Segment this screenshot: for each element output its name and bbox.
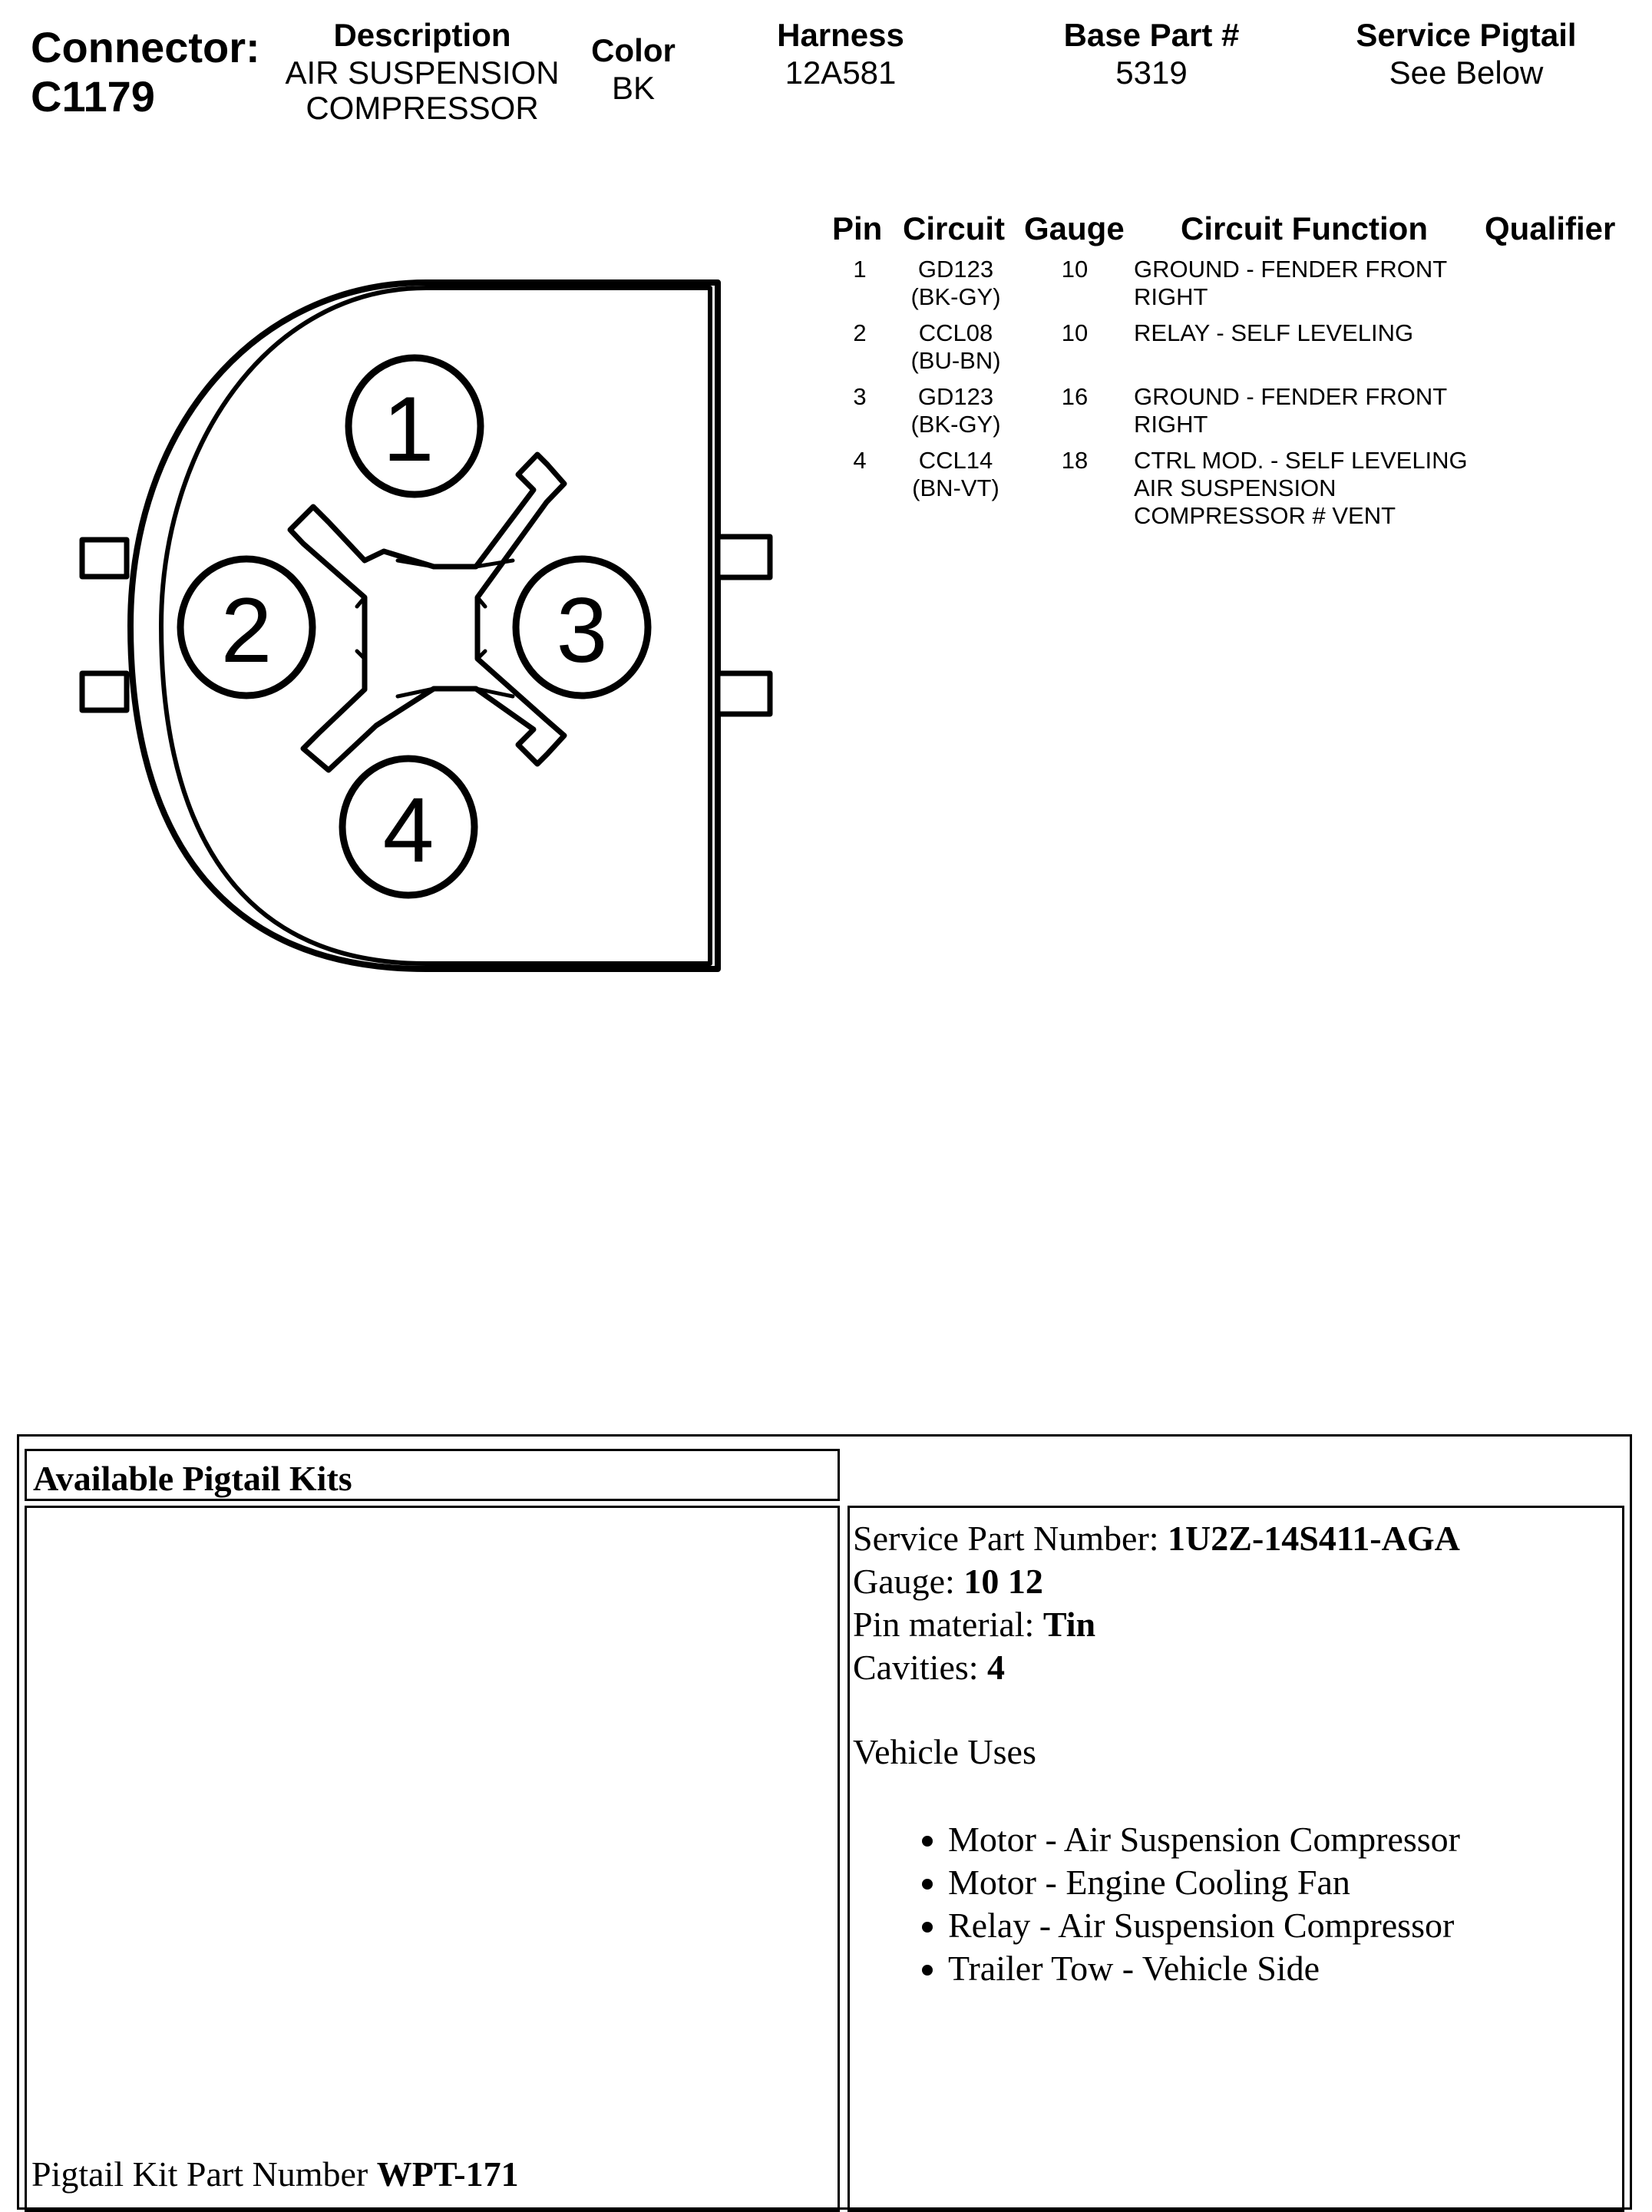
function-line: GROUND - FENDER FRONT [1134, 256, 1448, 283]
pin-material-line [853, 1603, 1622, 1646]
gauge: 18 [1061, 447, 1089, 474]
circuit-function [1134, 383, 1487, 438]
list-item: • Motor - Air Suspension Compressor [948, 1818, 1622, 1861]
gauge-line [853, 1560, 1622, 1603]
service-pigtail-column [1313, 15, 1620, 91]
description-line-2: COMPRESSOR [306, 90, 539, 126]
cavities-line [853, 1646, 1622, 1689]
cavities-value: 4 [987, 1648, 1006, 1687]
pin-number: 3 [853, 383, 867, 410]
circuit-function [1134, 256, 1487, 311]
gauge: 16 [1061, 383, 1089, 410]
function-line: CTRL MOD. - SELF LEVELING [1134, 447, 1468, 474]
pigtail-image-cell [25, 1506, 840, 2212]
description-line-1: AIR SUSPENSION [285, 55, 560, 91]
pin-material-value: Tin [1042, 1605, 1096, 1644]
wire-color: (BK-GY) [910, 411, 1001, 438]
pin-number: 2 [853, 319, 867, 346]
center-cross-key [290, 455, 564, 770]
base-part-column [1029, 15, 1274, 91]
left-latch-tab-lower [82, 673, 127, 710]
service-pigtail-title: Service Pigtail [1356, 17, 1577, 53]
service-part-label: Service Part Number: [853, 1519, 1168, 1558]
list-item: • Trailer Tow - Vehicle Side [948, 1947, 1622, 1990]
pin-number: 1 [853, 256, 867, 283]
connector-face-diagram [0, 0, 844, 998]
circuit-code [890, 256, 1021, 311]
pin-number: 4 [853, 447, 867, 474]
pin-label-2: 2 [220, 579, 273, 682]
function-line: COMPRESSOR # VENT [1134, 502, 1396, 529]
wire-color: (BU-BN) [910, 347, 1001, 374]
base-part-value: 5319 [1115, 55, 1188, 91]
list-item: • Relay - Air Suspension Compressor [948, 1904, 1622, 1947]
pin-material-label: Pin material: [853, 1605, 1043, 1644]
function-line: GROUND - FENDER FRONT [1134, 383, 1448, 410]
kit-part-value: WPT-171 [376, 2154, 519, 2194]
gauge: 10 [1061, 256, 1089, 283]
pigtail-kit-part-number [31, 2153, 519, 2196]
vehicle-uses-label: Vehicle Uses [853, 1732, 1036, 1771]
right-latch-tab-lower [718, 673, 770, 714]
right-latch-tab-upper [718, 537, 770, 577]
pin-table-header-gauge: Gauge [1024, 210, 1125, 246]
pigtail-kits-title-cell [25, 1449, 840, 1501]
wire-color: (BK-GY) [910, 283, 1001, 310]
pin-label-3: 3 [556, 579, 608, 682]
function-line: RELAY - SELF LEVELING [1134, 319, 1414, 346]
pin-table-header-qualifier: Qualifier [1485, 210, 1616, 246]
color-title: Color [591, 32, 676, 68]
gauge: 10 [1061, 319, 1089, 346]
function-line: RIGHT [1134, 411, 1208, 438]
function-line: RIGHT [1134, 283, 1208, 310]
pin-table-header-circuit: Circuit [903, 210, 1006, 246]
service-part-number [853, 1517, 1622, 1560]
circuit-id: GD123 [917, 256, 994, 283]
vehicle-uses-list [853, 1818, 1622, 1990]
gauge-value: 10 12 [963, 1562, 1043, 1601]
service-pigtail-value: See Below [1389, 55, 1544, 91]
circuit-function [1134, 319, 1487, 347]
circuit-code [890, 319, 1021, 375]
service-part-value: 1U2Z-14S411-AGA [1168, 1519, 1460, 1558]
gauge-label: Gauge: [853, 1562, 964, 1601]
pin-table-header-function: Circuit Function [1181, 210, 1428, 246]
harness-value: 12A581 [785, 55, 897, 91]
circuit-code [890, 383, 1021, 438]
description-title: Description [333, 17, 511, 53]
circuit-code [890, 447, 1021, 502]
pin-label-1: 1 [382, 378, 434, 481]
circuit-id: CCL14 [918, 447, 993, 474]
cavities-label: Cavities: [853, 1648, 988, 1687]
circuit-id: GD123 [917, 383, 994, 410]
left-latch-tab-upper [82, 540, 127, 577]
pigtail-kits-title: Available Pigtail Kits [33, 1459, 352, 1498]
circuit-function [1134, 447, 1487, 530]
pigtail-details-cell [847, 1506, 1624, 2212]
color-value: BK [611, 70, 656, 106]
connector-label: Connector: [31, 23, 260, 71]
list-item: • Motor - Engine Cooling Fan [948, 1861, 1622, 1904]
function-line: AIR SUSPENSION [1134, 474, 1336, 501]
wire-color: (BN-VT) [912, 474, 999, 501]
circuit-id: CCL08 [918, 319, 993, 346]
pin-label-4: 4 [382, 779, 434, 881]
harness-title: Harness [777, 17, 904, 53]
base-part-title: Base Part # [1063, 17, 1240, 53]
connector-id: C1179 [31, 72, 155, 121]
pin-table-header-pin: Pin [832, 210, 883, 246]
kit-part-label: Pigtail Kit Part Number [31, 2154, 377, 2194]
